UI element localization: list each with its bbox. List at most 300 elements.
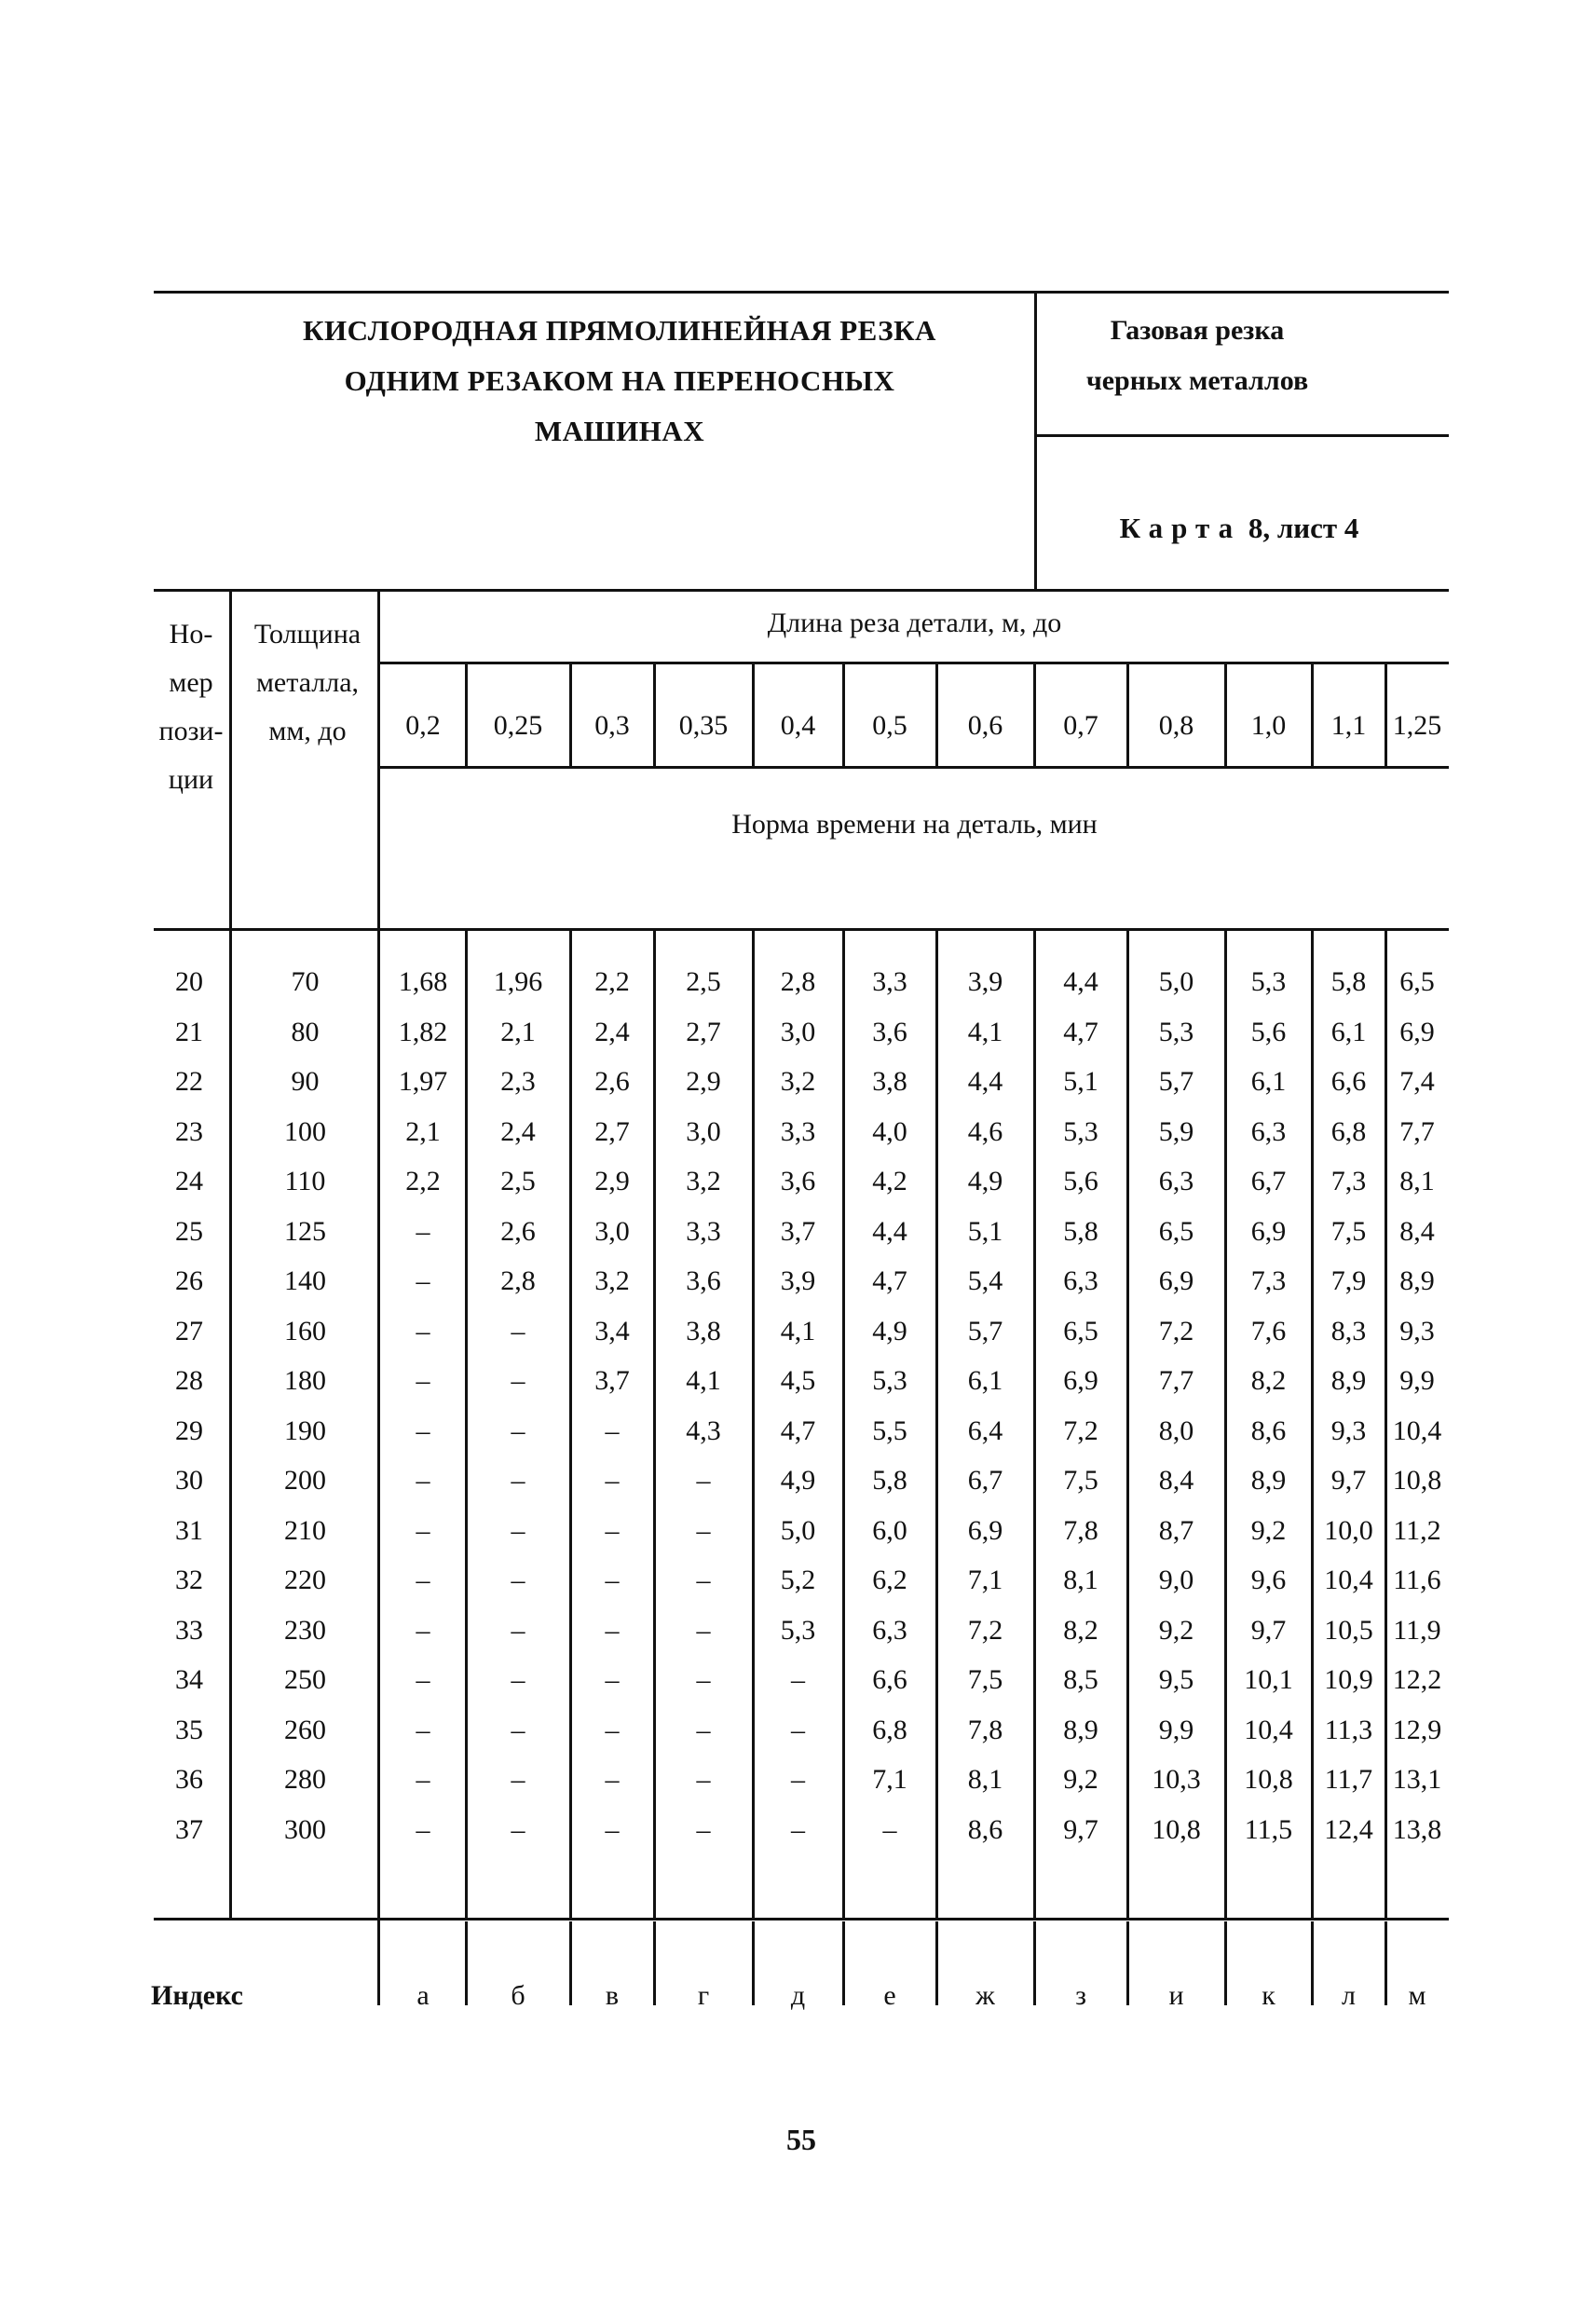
time-norm-cell: – bbox=[511, 1614, 525, 1646]
time-norm-cell: 3,9 bbox=[967, 966, 1003, 997]
time-norm-cell: 3,3 bbox=[872, 966, 907, 997]
time-norm-cell: 2,8 bbox=[780, 966, 816, 997]
time-norm-cell: – bbox=[511, 1514, 525, 1546]
time-norm-cell: 6,5 bbox=[1399, 966, 1435, 997]
length-header: Длина реза детали, м, до bbox=[767, 608, 1062, 638]
time-norm-cell: 6,8 bbox=[872, 1714, 907, 1745]
time-norm-cell: 3,8 bbox=[686, 1315, 721, 1346]
section-rule bbox=[1036, 434, 1449, 437]
time-norm-cell: – bbox=[416, 1614, 430, 1646]
time-norm-cell: 2,9 bbox=[686, 1066, 721, 1097]
section-line-2: черных металлов bbox=[1085, 365, 1309, 396]
row-position-number: 22 bbox=[175, 1066, 203, 1097]
time-norm-cell: – bbox=[416, 1415, 430, 1446]
time-norm-cell: 2,4 bbox=[500, 1115, 536, 1147]
time-norm-cell: 7,5 bbox=[1330, 1215, 1367, 1247]
time-norm-cell: 3,0 bbox=[686, 1115, 721, 1147]
time-norm-cell: – bbox=[791, 1714, 805, 1745]
time-norm-cell: – bbox=[696, 1514, 711, 1546]
row-thickness: 230 bbox=[284, 1614, 326, 1646]
length-cell: 0,25 bbox=[493, 710, 543, 741]
section-title bbox=[1044, 306, 1351, 406]
row-position-number: 29 bbox=[175, 1415, 203, 1446]
row-thickness: 220 bbox=[284, 1565, 326, 1595]
time-norm-cell: 3,0 bbox=[594, 1215, 630, 1247]
time-norm-cell: 7,7 bbox=[1158, 1365, 1194, 1396]
time-norm-cell: 4,1 bbox=[967, 1016, 1003, 1047]
time-norm-cell: 6,6 bbox=[872, 1664, 907, 1695]
time-norm-cell: 6,8 bbox=[1330, 1115, 1367, 1147]
time-norm-cell: 7,6 bbox=[1250, 1315, 1287, 1346]
time-norm-cell: 12,9 bbox=[1392, 1714, 1442, 1745]
time-norm-cell: 2,6 bbox=[500, 1215, 536, 1247]
time-norm-cell: 5,9 bbox=[1158, 1115, 1194, 1147]
time-norm-cell: 1,97 bbox=[398, 1066, 448, 1097]
time-norm-cell: 12,4 bbox=[1324, 1813, 1373, 1845]
time-norm-cell: 7,1 bbox=[872, 1764, 907, 1795]
time-norm-cell: 8,6 bbox=[1250, 1415, 1287, 1446]
time-norm-cell: 9,5 bbox=[1158, 1664, 1194, 1695]
time-norm-cell: 4,2 bbox=[872, 1166, 907, 1196]
time-norm-cell: – bbox=[416, 1514, 430, 1546]
time-norm-cell: – bbox=[696, 1565, 711, 1595]
time-norm-cell: 6,9 bbox=[1399, 1016, 1435, 1047]
section-line-1: Газовая резка bbox=[1110, 315, 1285, 346]
index-letter: л bbox=[1342, 1980, 1356, 2011]
pos-hdr-line-1: Но- bbox=[169, 619, 213, 649]
title-line-2: ОДНИМ РЕЗАКОМ НА ПЕРЕНОСНЫХ bbox=[344, 364, 895, 397]
time-norm-cell: – bbox=[791, 1813, 805, 1845]
time-norm-cell: 3,8 bbox=[872, 1066, 907, 1097]
time-norm-cell: – bbox=[511, 1813, 525, 1845]
time-norm-cell: 6,3 bbox=[1250, 1115, 1287, 1147]
time-norm-cell: 5,6 bbox=[1250, 1016, 1287, 1047]
time-norm-cell: 2,5 bbox=[500, 1166, 536, 1196]
row-thickness: 140 bbox=[284, 1265, 326, 1296]
time-norm-cell: 6,9 bbox=[1063, 1365, 1098, 1396]
row-thickness: 80 bbox=[291, 1016, 320, 1047]
time-norm-cell: – bbox=[696, 1714, 711, 1745]
time-norm-cell: 5,3 bbox=[1250, 966, 1287, 997]
time-norm-cell: 5,3 bbox=[872, 1365, 907, 1396]
time-norm-cell: 10,5 bbox=[1324, 1614, 1373, 1646]
row-position-number: 34 bbox=[175, 1664, 203, 1695]
header-bottom-rule bbox=[154, 928, 1449, 931]
header-divider bbox=[1034, 291, 1037, 589]
time-norm-cell: – bbox=[416, 1265, 430, 1296]
row-thickness: 160 bbox=[284, 1315, 326, 1346]
time-norm-cell: – bbox=[882, 1813, 897, 1845]
time-norm-cell: 7,8 bbox=[967, 1714, 1003, 1745]
time-norm-cell: – bbox=[696, 1764, 711, 1795]
norm-header: Норма времени на деталь, мин bbox=[731, 809, 1098, 840]
time-norm-cell: 8,0 bbox=[1158, 1415, 1194, 1446]
time-norm-cell: – bbox=[605, 1714, 620, 1745]
time-norm-cell: 5,8 bbox=[872, 1465, 907, 1496]
time-norm-cell: 5,3 bbox=[1063, 1115, 1098, 1147]
length-cell: 0,7 bbox=[1063, 710, 1098, 741]
length-cell: 1,1 bbox=[1330, 710, 1367, 741]
time-norm-cell: 3,4 bbox=[594, 1315, 630, 1346]
row-thickness: 125 bbox=[284, 1215, 326, 1247]
time-norm-cell: 5,8 bbox=[1330, 966, 1367, 997]
lengths-bottom-rule bbox=[380, 766, 1449, 769]
row-position-number: 25 bbox=[175, 1215, 203, 1247]
index-letter: г bbox=[697, 1980, 710, 2011]
time-norm-cell: 8,1 bbox=[1063, 1565, 1098, 1595]
table-bottom-rule bbox=[154, 1918, 1449, 1920]
index-letter: к bbox=[1262, 1980, 1275, 2011]
time-norm-cell: – bbox=[416, 1465, 430, 1496]
time-norm-cell: 4,7 bbox=[872, 1265, 907, 1296]
time-norm-cell: 5,0 bbox=[780, 1514, 816, 1546]
time-norm-cell: – bbox=[416, 1714, 430, 1745]
time-norm-cell: 5,4 bbox=[967, 1265, 1003, 1296]
time-norm-cell: 3,0 bbox=[780, 1016, 816, 1047]
time-norm-cell: 9,9 bbox=[1399, 1365, 1435, 1396]
row-thickness: 280 bbox=[284, 1764, 326, 1795]
time-norm-cell: 7,4 bbox=[1399, 1066, 1435, 1097]
time-norm-cell: 2,7 bbox=[686, 1016, 721, 1047]
time-norm-cell: 7,3 bbox=[1250, 1265, 1287, 1296]
time-norm-cell: 5,3 bbox=[780, 1614, 816, 1646]
time-norm-cell: 4,7 bbox=[780, 1415, 816, 1446]
time-norm-cell: 9,7 bbox=[1250, 1614, 1287, 1646]
time-norm-cell: – bbox=[605, 1764, 620, 1795]
time-norm-cell: – bbox=[416, 1365, 430, 1396]
time-norm-cell: 3,9 bbox=[780, 1265, 816, 1296]
time-norm-cell: 3,6 bbox=[686, 1265, 721, 1296]
time-norm-cell: 5,7 bbox=[967, 1315, 1003, 1346]
time-norm-cell: 7,2 bbox=[967, 1614, 1003, 1646]
time-norm-cell: 10,8 bbox=[1392, 1465, 1442, 1496]
row-thickness: 200 bbox=[284, 1465, 326, 1496]
time-norm-cell: 5,0 bbox=[1158, 966, 1194, 997]
time-norm-cell: 7,9 bbox=[1330, 1265, 1367, 1296]
time-norm-cell: – bbox=[511, 1764, 525, 1795]
length-cell: 0,6 bbox=[967, 710, 1003, 741]
index-letter: м bbox=[1408, 1980, 1426, 2011]
time-norm-cell: 6,2 bbox=[872, 1565, 907, 1595]
time-norm-cell: 10,4 bbox=[1324, 1565, 1373, 1595]
thick-hdr-line-1: Толщина bbox=[253, 619, 361, 649]
time-norm-cell: 9,2 bbox=[1158, 1614, 1194, 1646]
time-norm-cell: 10,4 bbox=[1392, 1415, 1442, 1446]
time-norm-cell: 10,1 bbox=[1244, 1664, 1293, 1695]
row-thickness: 180 bbox=[284, 1365, 326, 1396]
time-norm-cell: 4,0 bbox=[872, 1115, 907, 1147]
time-norm-cell: 2,3 bbox=[500, 1066, 536, 1097]
pos-hdr-line-2: мер bbox=[169, 667, 213, 698]
time-norm-cell: 9,2 bbox=[1063, 1764, 1098, 1795]
time-norm-cell: – bbox=[696, 1614, 711, 1646]
time-norm-cell: 8,9 bbox=[1330, 1365, 1367, 1396]
time-norm-cell: 4,4 bbox=[872, 1215, 907, 1247]
row-position-number: 24 bbox=[175, 1166, 203, 1196]
index-letter: в bbox=[605, 1980, 620, 2011]
time-norm-cell: – bbox=[791, 1664, 805, 1695]
time-norm-cell: – bbox=[605, 1565, 620, 1595]
time-norm-cell: 5,6 bbox=[1063, 1166, 1098, 1196]
index-letter: а bbox=[416, 1980, 430, 2011]
time-norm-cell: 4,1 bbox=[780, 1315, 816, 1346]
time-norm-cell: 3,2 bbox=[686, 1166, 721, 1196]
time-norm-cell: 2,4 bbox=[594, 1016, 630, 1047]
time-norm-cell: 11,9 bbox=[1393, 1614, 1441, 1646]
time-norm-cell: 9,7 bbox=[1063, 1813, 1098, 1845]
row-thickness: 210 bbox=[284, 1514, 326, 1546]
time-norm-cell: 7,5 bbox=[967, 1664, 1003, 1695]
time-norm-cell: 13,1 bbox=[1392, 1764, 1442, 1795]
time-norm-cell: 6,7 bbox=[1250, 1166, 1287, 1196]
time-norm-cell: 1,96 bbox=[493, 966, 543, 997]
index-label: Индекс bbox=[151, 1980, 243, 2011]
time-norm-cell: 2,7 bbox=[594, 1115, 630, 1147]
time-norm-cell: 4,4 bbox=[967, 1066, 1003, 1097]
time-norm-cell: 11,2 bbox=[1393, 1514, 1441, 1546]
time-norm-cell: 10,9 bbox=[1324, 1664, 1373, 1695]
row-position-number: 36 bbox=[175, 1764, 203, 1795]
time-norm-cell: 7,2 bbox=[1063, 1415, 1098, 1446]
length-cell: 0,2 bbox=[405, 710, 441, 741]
time-norm-cell: 2,1 bbox=[500, 1016, 536, 1047]
length-cell: 0,5 bbox=[872, 710, 907, 741]
time-norm-cell: 8,4 bbox=[1399, 1215, 1435, 1247]
time-norm-cell: 9,3 bbox=[1330, 1415, 1367, 1446]
time-norm-cell: 7,8 bbox=[1063, 1514, 1098, 1546]
time-norm-cell: – bbox=[511, 1415, 525, 1446]
length-cell: 1,0 bbox=[1250, 710, 1287, 741]
row-position-number: 27 bbox=[175, 1315, 203, 1346]
index-letter: д bbox=[790, 1980, 806, 2011]
card-sheet: 8, лист 4 bbox=[1248, 512, 1359, 544]
thickness-header bbox=[233, 610, 382, 756]
time-norm-cell: 7,5 bbox=[1063, 1465, 1098, 1496]
thick-hdr-line-2: металла, bbox=[255, 667, 360, 698]
index-letter: и bbox=[1168, 1980, 1184, 2011]
time-norm-cell: – bbox=[416, 1813, 430, 1845]
time-norm-cell: 6,1 bbox=[1330, 1016, 1367, 1047]
row-thickness: 260 bbox=[284, 1714, 326, 1745]
row-position-number: 31 bbox=[175, 1514, 203, 1546]
time-norm-cell: 10,4 bbox=[1244, 1714, 1293, 1745]
time-norm-cell: 4,3 bbox=[686, 1415, 721, 1446]
time-norm-cell: 5,8 bbox=[1063, 1215, 1098, 1247]
time-norm-cell: 5,2 bbox=[780, 1565, 816, 1595]
time-norm-cell: 4,6 bbox=[967, 1115, 1003, 1147]
time-norm-cell: 5,3 bbox=[1158, 1016, 1194, 1047]
time-norm-cell: 2,1 bbox=[405, 1115, 441, 1147]
length-cell: 0,8 bbox=[1158, 710, 1194, 741]
time-norm-cell: 3,2 bbox=[780, 1066, 816, 1097]
length-cell: 0,4 bbox=[780, 710, 816, 741]
time-norm-cell: 5,5 bbox=[872, 1415, 907, 1446]
time-norm-cell: – bbox=[511, 1565, 525, 1595]
time-norm-cell: – bbox=[416, 1664, 430, 1695]
time-norm-cell: 6,3 bbox=[1063, 1265, 1098, 1296]
index-letter: з bbox=[1075, 1980, 1086, 2011]
time-norm-cell: – bbox=[696, 1664, 711, 1695]
time-norm-cell: 2,5 bbox=[686, 966, 721, 997]
time-norm-cell: 4,7 bbox=[1063, 1016, 1098, 1047]
time-norm-cell: 4,9 bbox=[967, 1166, 1003, 1196]
row-thickness: 90 bbox=[291, 1066, 320, 1097]
title-line-3: МАШИНАХ bbox=[534, 415, 705, 447]
row-thickness: 70 bbox=[291, 966, 320, 997]
time-norm-cell: 6,9 bbox=[1250, 1215, 1287, 1247]
time-norm-cell: 11,5 bbox=[1244, 1813, 1293, 1845]
index-letter: ж bbox=[975, 1980, 995, 2011]
time-norm-cell: 7,7 bbox=[1399, 1115, 1435, 1147]
time-norm-cell: 4,1 bbox=[686, 1365, 721, 1396]
time-norm-cell: – bbox=[791, 1764, 805, 1795]
time-norm-cell: – bbox=[605, 1415, 620, 1446]
time-norm-cell: 9,6 bbox=[1250, 1565, 1287, 1595]
time-norm-cell: – bbox=[416, 1565, 430, 1595]
thick-hdr-line-3: мм, до bbox=[268, 716, 347, 746]
time-norm-cell: – bbox=[605, 1813, 620, 1845]
time-norm-cell: 6,9 bbox=[967, 1514, 1003, 1546]
time-norm-cell: 6,1 bbox=[967, 1365, 1003, 1396]
time-norm-cell: 13,8 bbox=[1392, 1813, 1442, 1845]
time-norm-cell: – bbox=[696, 1813, 711, 1845]
time-norm-cell: 10,8 bbox=[1152, 1813, 1201, 1845]
time-norm-cell: 5,7 bbox=[1158, 1066, 1194, 1097]
time-norm-cell: 11,6 bbox=[1393, 1565, 1441, 1595]
time-norm-cell: 9,2 bbox=[1250, 1514, 1287, 1546]
time-norm-cell: – bbox=[696, 1465, 711, 1496]
time-norm-cell: 8,2 bbox=[1063, 1614, 1098, 1646]
time-norm-cell: 3,6 bbox=[780, 1166, 816, 1196]
time-norm-cell: 8,2 bbox=[1250, 1365, 1287, 1396]
time-norm-cell: 2,6 bbox=[594, 1066, 630, 1097]
time-norm-cell: 8,4 bbox=[1158, 1465, 1194, 1496]
time-norm-cell: – bbox=[511, 1315, 525, 1346]
time-norm-cell: 4,4 bbox=[1063, 966, 1098, 997]
time-norm-cell: 2,2 bbox=[405, 1166, 441, 1196]
pos-hdr-line-3: пози- bbox=[158, 716, 224, 746]
time-norm-cell: 4,5 bbox=[780, 1365, 816, 1396]
time-norm-cell: 3,2 bbox=[594, 1265, 630, 1296]
time-norm-cell: 2,2 bbox=[594, 966, 630, 997]
row-position-number: 21 bbox=[175, 1016, 203, 1047]
time-norm-cell: 8,1 bbox=[967, 1764, 1003, 1795]
time-norm-cell: 8,9 bbox=[1399, 1265, 1435, 1296]
page-number: 55 bbox=[786, 2123, 816, 2156]
row-thickness: 250 bbox=[284, 1664, 326, 1695]
row-position-number: 23 bbox=[175, 1115, 203, 1147]
time-norm-cell: – bbox=[605, 1614, 620, 1646]
time-norm-cell: 3,7 bbox=[780, 1215, 816, 1247]
time-norm-cell: 3,3 bbox=[780, 1115, 816, 1147]
time-norm-cell: 10,8 bbox=[1244, 1764, 1293, 1795]
row-position-number: 20 bbox=[175, 966, 203, 997]
time-norm-cell: 7,2 bbox=[1158, 1315, 1194, 1346]
time-norm-cell: 7,1 bbox=[967, 1565, 1003, 1595]
length-cell: 0,35 bbox=[678, 710, 729, 741]
time-norm-cell: 6,3 bbox=[872, 1614, 907, 1646]
index-letter: б bbox=[511, 1980, 525, 2011]
time-norm-cell: – bbox=[605, 1664, 620, 1695]
time-norm-cell: 6,5 bbox=[1158, 1215, 1194, 1247]
row-thickness: 100 bbox=[284, 1115, 326, 1147]
row-thickness: 300 bbox=[284, 1813, 326, 1845]
time-norm-cell: 8,5 bbox=[1063, 1664, 1098, 1695]
document-title bbox=[214, 306, 1025, 457]
time-norm-cell: 3,3 bbox=[686, 1215, 721, 1247]
time-norm-cell: 3,6 bbox=[872, 1016, 907, 1047]
time-norm-cell: – bbox=[511, 1664, 525, 1695]
row-position-number: 28 bbox=[175, 1365, 203, 1396]
time-norm-cell: 5,1 bbox=[967, 1215, 1003, 1247]
time-norm-cell: 6,1 bbox=[1250, 1066, 1287, 1097]
time-norm-cell: 8,7 bbox=[1158, 1514, 1194, 1546]
time-norm-cell: – bbox=[605, 1465, 620, 1496]
time-norm-cell: – bbox=[416, 1215, 430, 1247]
row-position-number: 33 bbox=[175, 1614, 203, 1646]
card-reference bbox=[1062, 503, 1416, 554]
time-norm-cell: 8,9 bbox=[1063, 1714, 1098, 1745]
row-position-number: 37 bbox=[175, 1813, 203, 1845]
time-norm-cell: 9,3 bbox=[1399, 1315, 1435, 1346]
row-thickness: 110 bbox=[284, 1166, 326, 1196]
time-norm-cell: 8,9 bbox=[1250, 1465, 1287, 1496]
time-norm-cell: – bbox=[416, 1315, 430, 1346]
time-norm-cell: 6,3 bbox=[1158, 1166, 1194, 1196]
time-norm-cell: 6,7 bbox=[967, 1465, 1003, 1496]
time-norm-cell: 8,6 bbox=[967, 1813, 1003, 1845]
top-rule bbox=[154, 291, 1449, 294]
row-position-number: 30 bbox=[175, 1465, 203, 1496]
time-norm-cell: 6,0 bbox=[872, 1514, 907, 1546]
title-line-1: КИСЛОРОДНАЯ ПРЯМОЛИНЕЙНАЯ РЕЗКА bbox=[303, 314, 936, 347]
row-position-number: 35 bbox=[175, 1714, 203, 1745]
time-norm-cell: 9,9 bbox=[1158, 1714, 1194, 1745]
time-norm-cell: 1,82 bbox=[398, 1016, 448, 1047]
time-norm-cell: 5,1 bbox=[1063, 1066, 1098, 1097]
time-norm-cell: – bbox=[416, 1764, 430, 1795]
position-number-header bbox=[149, 610, 233, 804]
length-cell: 0,3 bbox=[594, 710, 630, 741]
time-norm-cell: 4,9 bbox=[872, 1315, 907, 1346]
pos-hdr-line-4: ции bbox=[168, 764, 214, 795]
time-norm-cell: 4,9 bbox=[780, 1465, 816, 1496]
time-norm-cell: 9,0 bbox=[1158, 1565, 1194, 1595]
time-norm-cell: 2,8 bbox=[500, 1265, 536, 1296]
card-word: Карта bbox=[1119, 512, 1242, 544]
time-norm-cell: 3,7 bbox=[594, 1365, 630, 1396]
time-norm-cell: 8,3 bbox=[1330, 1315, 1367, 1346]
row-position-number: 26 bbox=[175, 1265, 203, 1296]
index-letter: е bbox=[883, 1980, 896, 2011]
time-norm-cell: 11,7 bbox=[1324, 1764, 1373, 1795]
time-norm-cell: – bbox=[511, 1365, 525, 1396]
time-norm-cell: 9,7 bbox=[1330, 1465, 1367, 1496]
time-norm-cell: – bbox=[605, 1514, 620, 1546]
row-position-number: 32 bbox=[175, 1565, 203, 1595]
time-norm-cell: 10,3 bbox=[1152, 1764, 1201, 1795]
time-norm-cell: – bbox=[511, 1714, 525, 1745]
time-norm-cell: 2,9 bbox=[594, 1166, 630, 1196]
time-norm-cell: 6,6 bbox=[1330, 1066, 1367, 1097]
time-norm-cell: 10,0 bbox=[1324, 1514, 1373, 1546]
time-norm-cell: 12,2 bbox=[1392, 1664, 1442, 1695]
row-thickness: 190 bbox=[284, 1415, 326, 1446]
length-cell: 1,25 bbox=[1392, 710, 1442, 741]
time-norm-cell: 11,3 bbox=[1324, 1714, 1373, 1745]
time-norm-cell: 6,5 bbox=[1063, 1315, 1098, 1346]
time-norm-cell: 6,4 bbox=[967, 1415, 1003, 1446]
